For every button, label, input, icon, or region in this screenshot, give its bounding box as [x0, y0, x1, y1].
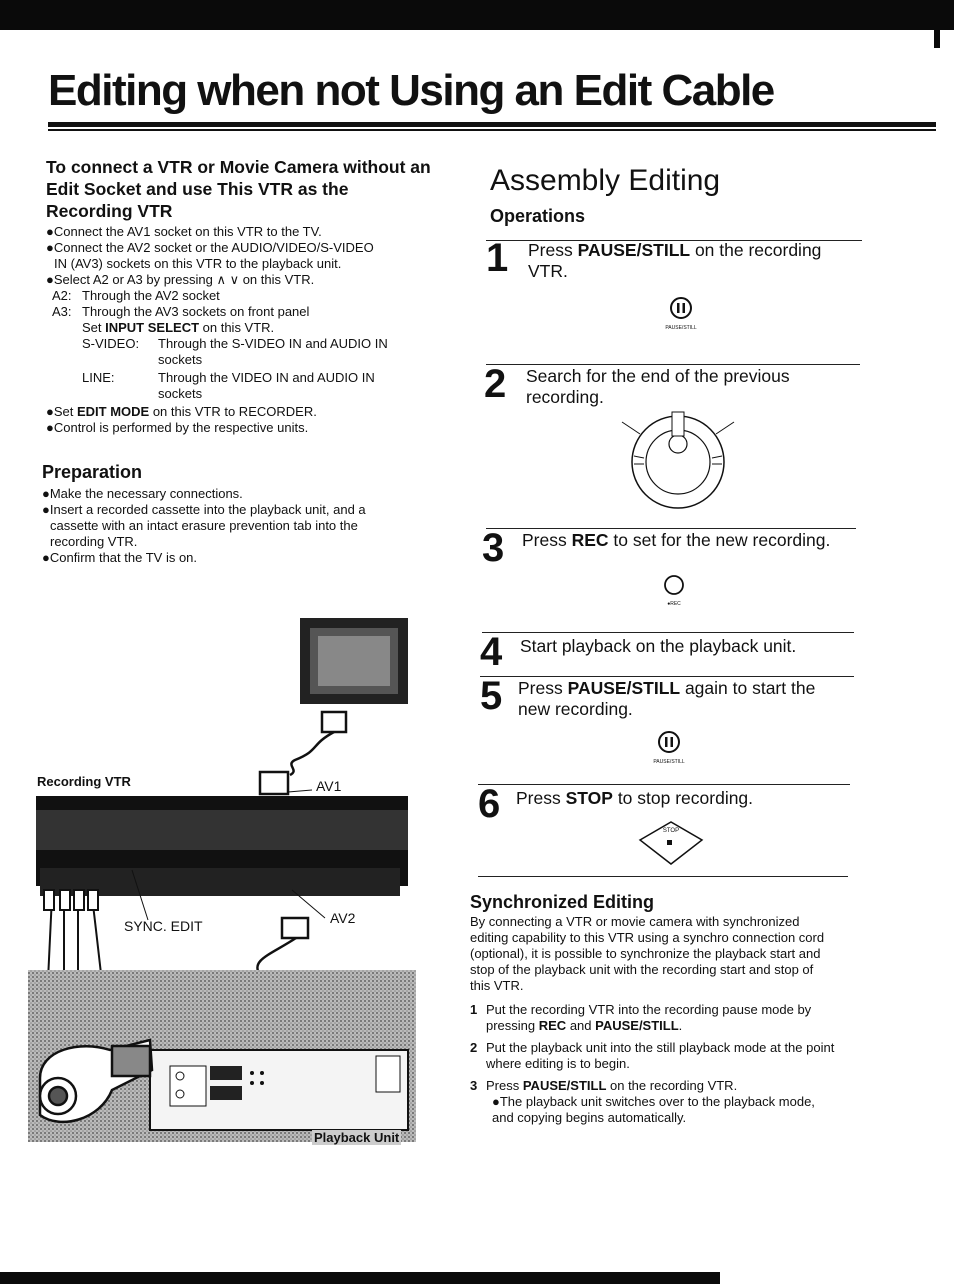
tv-illustration — [300, 618, 408, 704]
sync-step-2: 2 Put the playback unit into the still playback mode at the point where editing is to begin. — [470, 1040, 835, 1071]
top-bar-hook — [934, 20, 940, 48]
step3-rule — [486, 528, 856, 529]
bullet-3: ●Select A2 or A3 by pressing ∧ ∨ on this VTR. — [46, 272, 315, 287]
step6-number: 6 — [478, 782, 501, 826]
edit-mode-row: ●Set EDIT MODE on this VTR to RECORDER. — [46, 404, 317, 419]
top-bar — [0, 0, 954, 30]
step2-rule — [486, 364, 860, 365]
recording-vtr-label: Recording VTR — [37, 774, 131, 789]
bullet-2b: IN (AV3) sockets on this VTR to the playback unit. — [54, 256, 342, 271]
bullet-1: ●Connect the AV1 socket on this VTR to the TV. — [46, 224, 322, 239]
step-end-rule — [478, 876, 848, 877]
recording-vtr-illustration — [36, 796, 408, 896]
step6-rule — [478, 784, 850, 785]
prep-2c: recording VTR. — [50, 534, 138, 549]
prep-2: ●Insert a recorded cassette into the playback unit, and a — [42, 502, 366, 517]
page-title: Editing when not Using an Edit Cable — [48, 66, 774, 115]
sync-note: ●The playback unit switches over to the playback mode, and copying begins automatically. — [492, 1094, 815, 1125]
step4-rule — [482, 632, 854, 633]
connect-heading: To connect a VTR or Movie Camera without an Edit Socket and use This VTR as the Recording VTR — [46, 157, 431, 221]
pause-icon-2 — [657, 730, 681, 754]
line-row: LINE: Through the VIDEO IN and AUDIO IN sockets — [82, 370, 375, 401]
title-rule-thin — [48, 129, 936, 131]
title-rule — [48, 122, 936, 127]
input-select-row: Set INPUT SELECT on this VTR. — [82, 320, 275, 335]
operations-heading: Operations — [490, 206, 586, 226]
stop-icon — [636, 818, 706, 868]
step3-number: 3 — [482, 526, 505, 570]
jog-shuttle-dial-icon — [610, 404, 750, 512]
control-row: ●Control is performed by the respective units. — [46, 420, 309, 435]
step5-number: 5 — [480, 674, 503, 718]
sync-description: By connecting a VTR or movie camera with synchronized editing capability to this VTR using a synchro connection cord (optional), it is possible to synchronize the playback start and stop of the playback unit with the recording start and stop of this VTR. — [470, 914, 825, 993]
pause-icon — [669, 296, 693, 320]
connect-instructions — [46, 224, 446, 436]
step5-rule — [480, 676, 854, 677]
step2-text: Search for the end of the previous recording. — [526, 366, 790, 407]
step1-pause-button: PAUSE/STILL — [660, 296, 702, 331]
step1-text: Press PAUSE/STILL on the recording VTR. — [528, 240, 822, 281]
connection-diagram — [0, 600, 440, 1160]
assembly-heading: Assembly Editing — [490, 164, 721, 197]
sync-step-3: 3 Press PAUSE/STILL on the recording VTR. — [470, 1078, 738, 1093]
svideo-row: S-VIDEO: Through the S-VIDEO IN and AUDIO IN sockets — [82, 336, 388, 367]
bottom-bar — [0, 1272, 720, 1284]
a3-row: A3: Through the AV3 sockets on front panel — [52, 304, 310, 319]
sync-steps — [470, 1002, 836, 1094]
step5-pause-button: PAUSE/STILL — [648, 730, 690, 765]
sync-heading: Synchronized Editing — [470, 892, 655, 912]
step5-text: Press PAUSE/STILL again to start the new recording. — [518, 678, 816, 719]
step1-number: 1 — [486, 236, 509, 280]
playback-unit-label: Playback Unit — [314, 1130, 400, 1145]
prep-1: ●Make the necessary connections. — [42, 486, 243, 501]
step3-text: Press REC to set for the new recording. — [522, 530, 831, 550]
prep-2b: cassette with an intact erasure prevention tab into the — [50, 518, 358, 533]
sync-step-1: 1 Put the recording VTR into the recording pause mode by pressing REC and PAUSE/STILL. — [470, 1002, 812, 1033]
step4-number: 4 — [480, 630, 503, 674]
preparation-heading: Preparation — [42, 462, 143, 482]
step6-stop-button: STOP — [636, 818, 706, 868]
a2-row: A2: Through the AV2 socket — [52, 288, 220, 303]
step3-rec-button: ●REC — [656, 574, 692, 607]
av1-label: AV1 — [316, 778, 342, 794]
rec-icon — [663, 574, 685, 596]
preparation-list — [42, 486, 442, 566]
step4-text: Start playback on the playback unit. — [520, 636, 797, 656]
step6-text: Press STOP to stop recording. — [516, 788, 754, 808]
step2-number: 2 — [484, 362, 507, 406]
av2-label: AV2 — [330, 910, 356, 926]
bullet-2: ●Connect the AV2 socket or the AUDIO/VIDEO/S-VIDEO — [46, 240, 374, 255]
prep-3: ●Confirm that the TV is on. — [42, 550, 198, 565]
sync-edit-label: SYNC. EDIT — [124, 918, 203, 934]
sync-section — [470, 914, 836, 1126]
